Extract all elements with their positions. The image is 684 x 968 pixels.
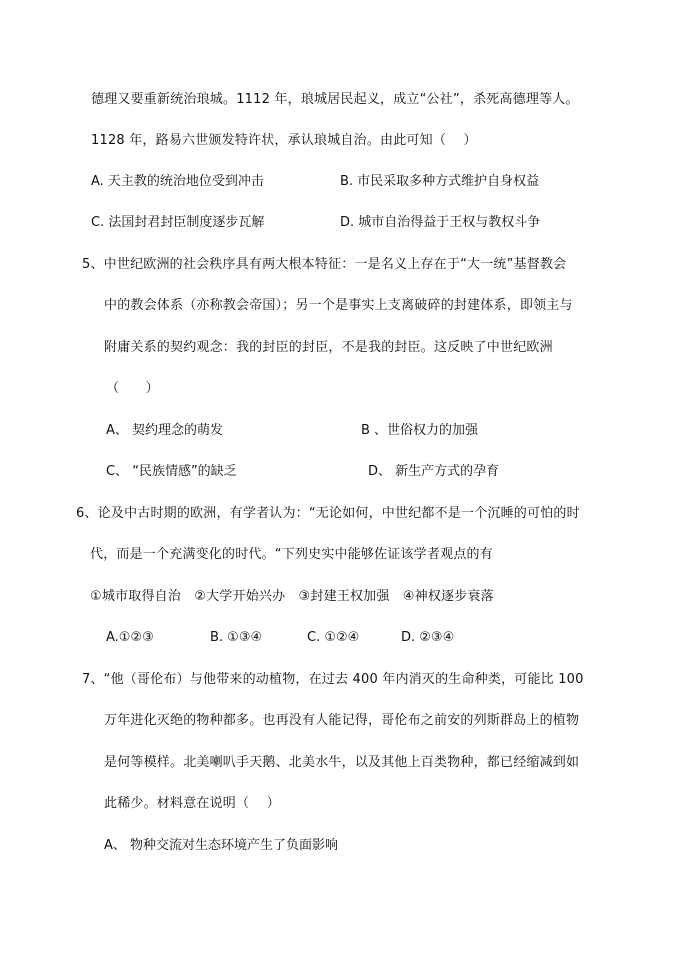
q6-option-b: B. ①③④ (210, 630, 263, 645)
q7-text-line-3: 是何等模样。北美喇叭手天鹅、北美水牛，以及其他上百类物种，都已经缩减到如 (104, 755, 580, 770)
q6-text-line-2: 代，而是一个充满变化的时代。“下列史实中能够佐证该学者观点的有 (90, 547, 493, 562)
q5-text-line-2: 中的教会体系（亦称教会帝国）；另一个是事实上支离破碎的封建体系，即领主与 (104, 298, 573, 313)
q7-option-a: A、 物种交流对生态环境产生了负面影响 (104, 838, 339, 853)
q7-text-line-4: 此稀少。材料意在说明（ ） (104, 796, 280, 811)
q5-option-a: A、 契约理念的萌发 (106, 423, 224, 438)
q7-text-line-2: 万年进化灭绝的物种都多。也再没有人能记得，哥伦布之前安的列斯群岛上的植物 (104, 713, 580, 728)
q5-option-b: B 、世俗权力的加强 (361, 423, 479, 438)
q4-option-c: C. 法国封君封臣制度逐步瓦解 (91, 215, 265, 230)
q4-text-line-1: 德理又要重新统治琅城。1112 年，琅城居民起义，成立“公社”，杀死高德理等人。 (91, 92, 579, 107)
q6-statements: ①城市取得自治 ②大学开始兴办 ③封建王权加强 ④神权逐步衰落 (90, 589, 494, 604)
q4-text-line-2: 1128 年，路易六世颁发特许状，承认琅城自治。由此可知（ ） (91, 133, 477, 148)
q4-option-a: A. 天主教的统治地位受到冲击 (91, 174, 264, 189)
q5-answer-bracket: （ ） (106, 381, 159, 396)
q6-option-d: D. ②③④ (401, 630, 455, 645)
q5-text-line-3: 附庸关系的契约观念：我的封臣的封臣，不是我的封臣。这反映了中世纪欧洲 (104, 340, 553, 355)
q6-option-a: A.①②③ (106, 630, 154, 645)
q5-option-d: D、 新生产方式的孕育 (368, 464, 500, 479)
q7-text-line-1: 7、“他（哥伦布）与他带来的动植物，在过去 400 年内消灭的生命种类，可能比 100 (82, 672, 584, 687)
q6-option-c: C. ①②④ (307, 630, 360, 645)
q4-option-b: B. 市民采取多种方式维护自身权益 (340, 174, 540, 189)
q5-option-c: C、 “民族情感”的缺乏 (106, 464, 237, 479)
q4-option-d: D. 城市自治得益于王权与教权斗争 (340, 215, 541, 230)
q6-text-line-1: 6、论及中古时期的欧洲，有学者认为：“无论如何，中世纪都不是一个沉睡的可怕的时 (76, 506, 580, 521)
q5-text-line-1: 5、中世纪欧洲的社会秩序具有两大根本特征：一是名义上存在于“大一统”基督教会 (82, 257, 567, 272)
